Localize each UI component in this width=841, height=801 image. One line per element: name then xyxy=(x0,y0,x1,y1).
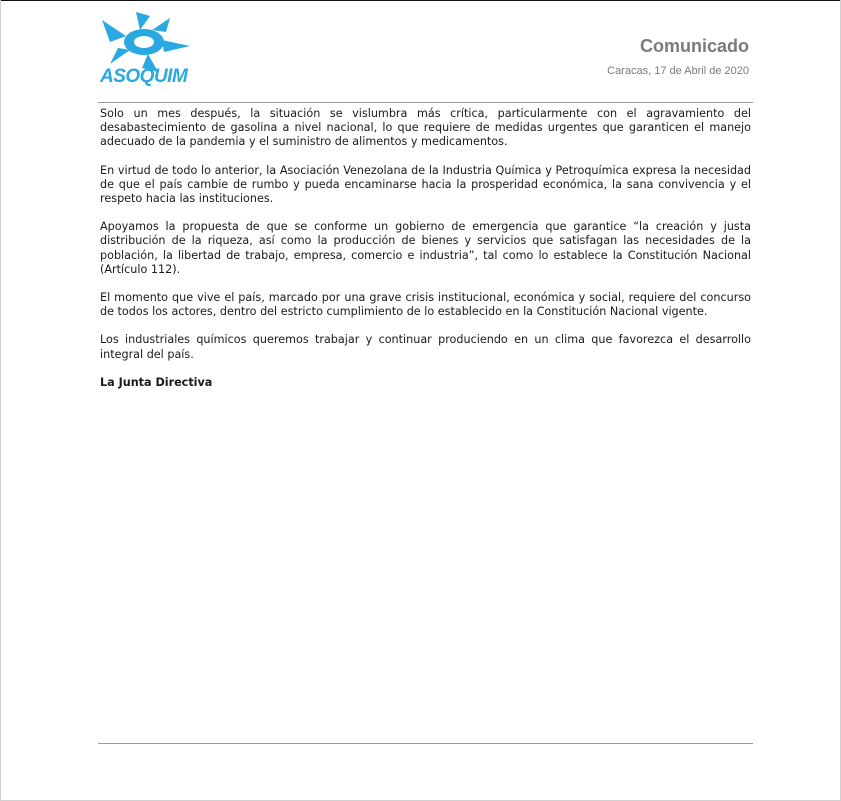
logo-symbol-icon xyxy=(96,12,196,72)
logo-wordmark: ASOQUIM xyxy=(100,66,188,87)
paragraph: Los industriales químicos queremos trabajar y continuar produciendo en un clima que favorezca el desarrollo integral del país. xyxy=(100,333,751,361)
document-title: Comunicado xyxy=(639,36,749,56)
paragraph: El momento que vive el país, marcado por una grave crisis institucional, económica y social, requiere del concurso de todos los actores, dentro del estricto cumplimiento de lo establecido en la Constitución Nacional vigente. xyxy=(100,291,751,319)
asoquim-logo xyxy=(96,12,196,90)
footer-divider xyxy=(98,743,753,744)
paragraph: Solo un mes después, la situación se vislumbra más crítica, particularmente con el agravamiento del desabastecimiento de gasolina a nivel nacional, lo que requiere de medidas urgentes que garanticen el manejo adecuado de la pandemia y el suministro de alimentos y medicamentos. xyxy=(100,107,751,149)
page-frame-top xyxy=(0,0,841,1)
document-body xyxy=(100,107,751,404)
paragraph: En virtud de todo lo anterior, la Asociación Venezolana de la Industria Química y Petroquímica expresa la necesidad de que el país cambie de rumbo y pueda encaminarse hacia la prosperidad económica, la sana convivencia y el respeto hacia las instituciones. xyxy=(100,163,751,206)
document-date: Caracas, 17 de Abril de 2020 xyxy=(607,65,749,77)
page-frame-left xyxy=(0,0,1,801)
paragraph: Apoyamos la propuesta de que se conforme un gobierno de emergencia que garantice “la creación y justa distribución de la riqueza, así como la producción de bienes y servicios que satisfagan las necesidades de la población, la libertad de trabajo, empresa, comercio e industria”, tal como lo establece la Constitución Nacional (Artículo 112). xyxy=(100,220,751,276)
header-divider xyxy=(98,102,753,103)
signature: La Junta Directiva xyxy=(100,375,213,389)
